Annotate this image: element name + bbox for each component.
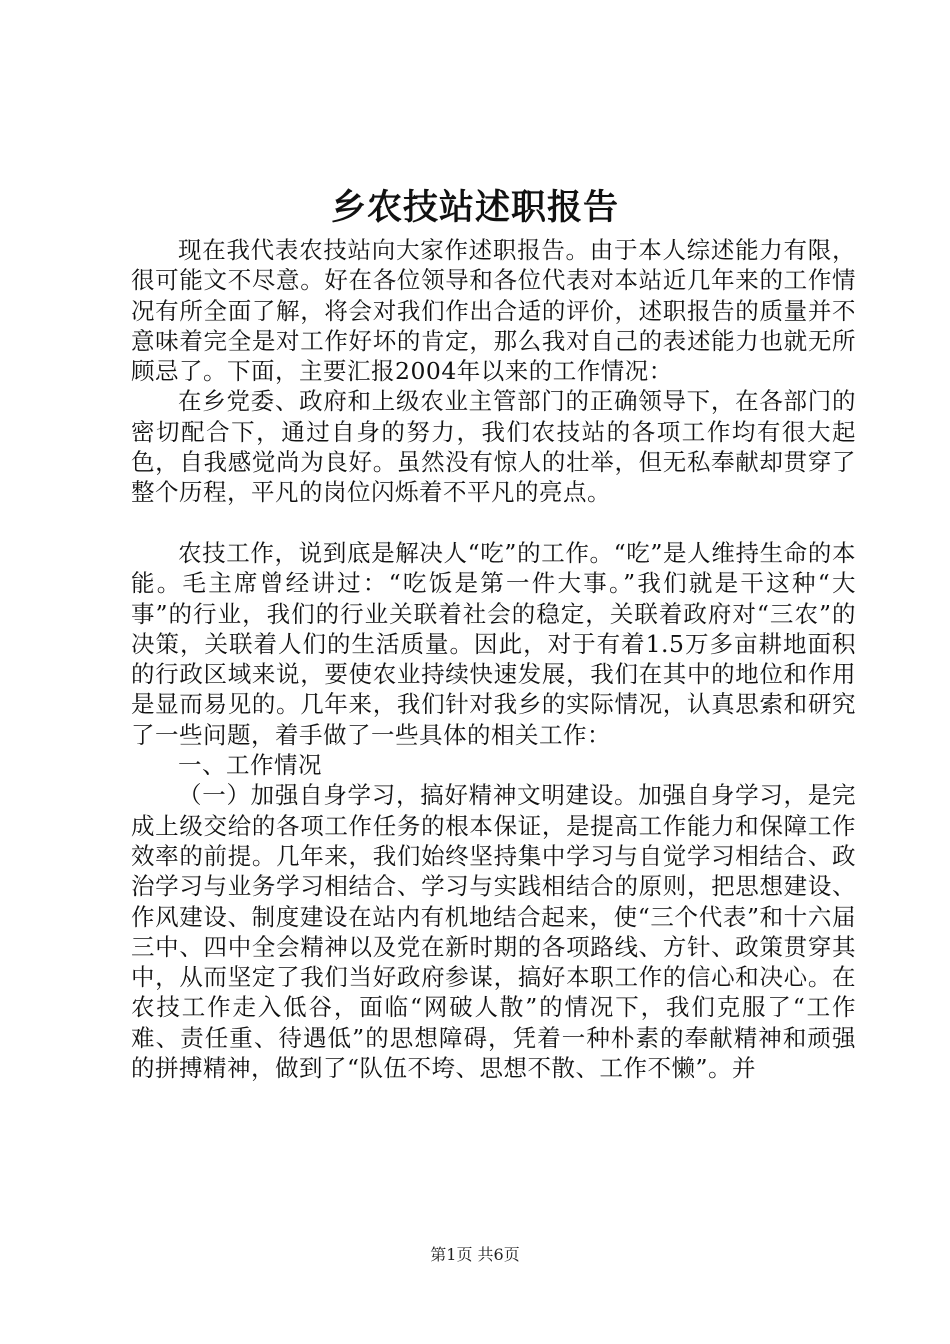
- blank-line: [131, 508, 856, 538]
- paragraph-study: （一）加强自身学习，搞好精神文明建设。加强自身学习，是完成上级交给的各项工作任务的根本保证，是提高工作能力和保障工作效率的前提。几年来，我们始终坚持集中学习与自觉学习相结合、政治学习与业务学习相结合、学习与实践相结合的原则，把思想建设、作风建设、制度建设在站内有机地结合起来，使“三个代表”和十六届三中、四中全会精神以及党在新时期的各项路线、方针、政策贯穿其中，从而坚定了我们当好政府参谋，搞好本职工作的信心和决心。在农技工作走入低谷，面临“网破人散”的情况下，我们克服了“工作难、责任重、待遇低”的思想障碍，凭着一种朴素的奉献精神和顽强的拼搏精神，做到了“队伍不垮、思想不散、工作不懒”。并: [131, 781, 856, 1083]
- section-heading-work: 一、工作情况: [178, 751, 322, 780]
- document-body: [131, 235, 856, 1083]
- page-number-footer: 第1页 共6页: [430, 1245, 520, 1264]
- paragraph-agriculture: 农技工作，说到底是解决人“吃”的工作。“吃”是人维持生命的本能。毛主席曾经讲过：“吃饭是第一件大事。”我们就是干这种“大事”的行业，我们的行业关联着社会的稳定，关联着政府对“三农”的决策，关联着人们的生活质量。因此，对于有着1.5万多亩耕地面积的行政区域来说，要使农业持续快速发展，我们在其中的地位和作用是显而易见的。几年来，我们针对我乡的实际情况，认真思索和研究了一些问题，着手做了一些具体的相关工作：: [131, 538, 856, 749]
- document-title: 乡农技站述职报告: [330, 187, 619, 228]
- paragraph-overview: 在乡党委、政府和上级农业主管部门的正确领导下，在各部门的密切配合下，通过自身的努力，我们农技站的各项工作均有很大起色，自我感觉尚为良好。虽然没有惊人的壮举，但无私奉献却贯穿了整个历程，平凡的岗位闪烁着不平凡的亮点。: [131, 387, 856, 507]
- paragraph-intro: 现在我代表农技站向大家作述职报告。由于本人综述能力有限，很可能文不尽意。好在各位领导和各位代表对本站近几年来的工作情况有所全面了解，将会对我们作出合适的评价，述职报告的质量并不意味着完全是对工作好坏的肯定，那么我对自己的表述能力也就无所顾忌了。下面，主要汇报2004年以来的工作情况：: [131, 236, 856, 386]
